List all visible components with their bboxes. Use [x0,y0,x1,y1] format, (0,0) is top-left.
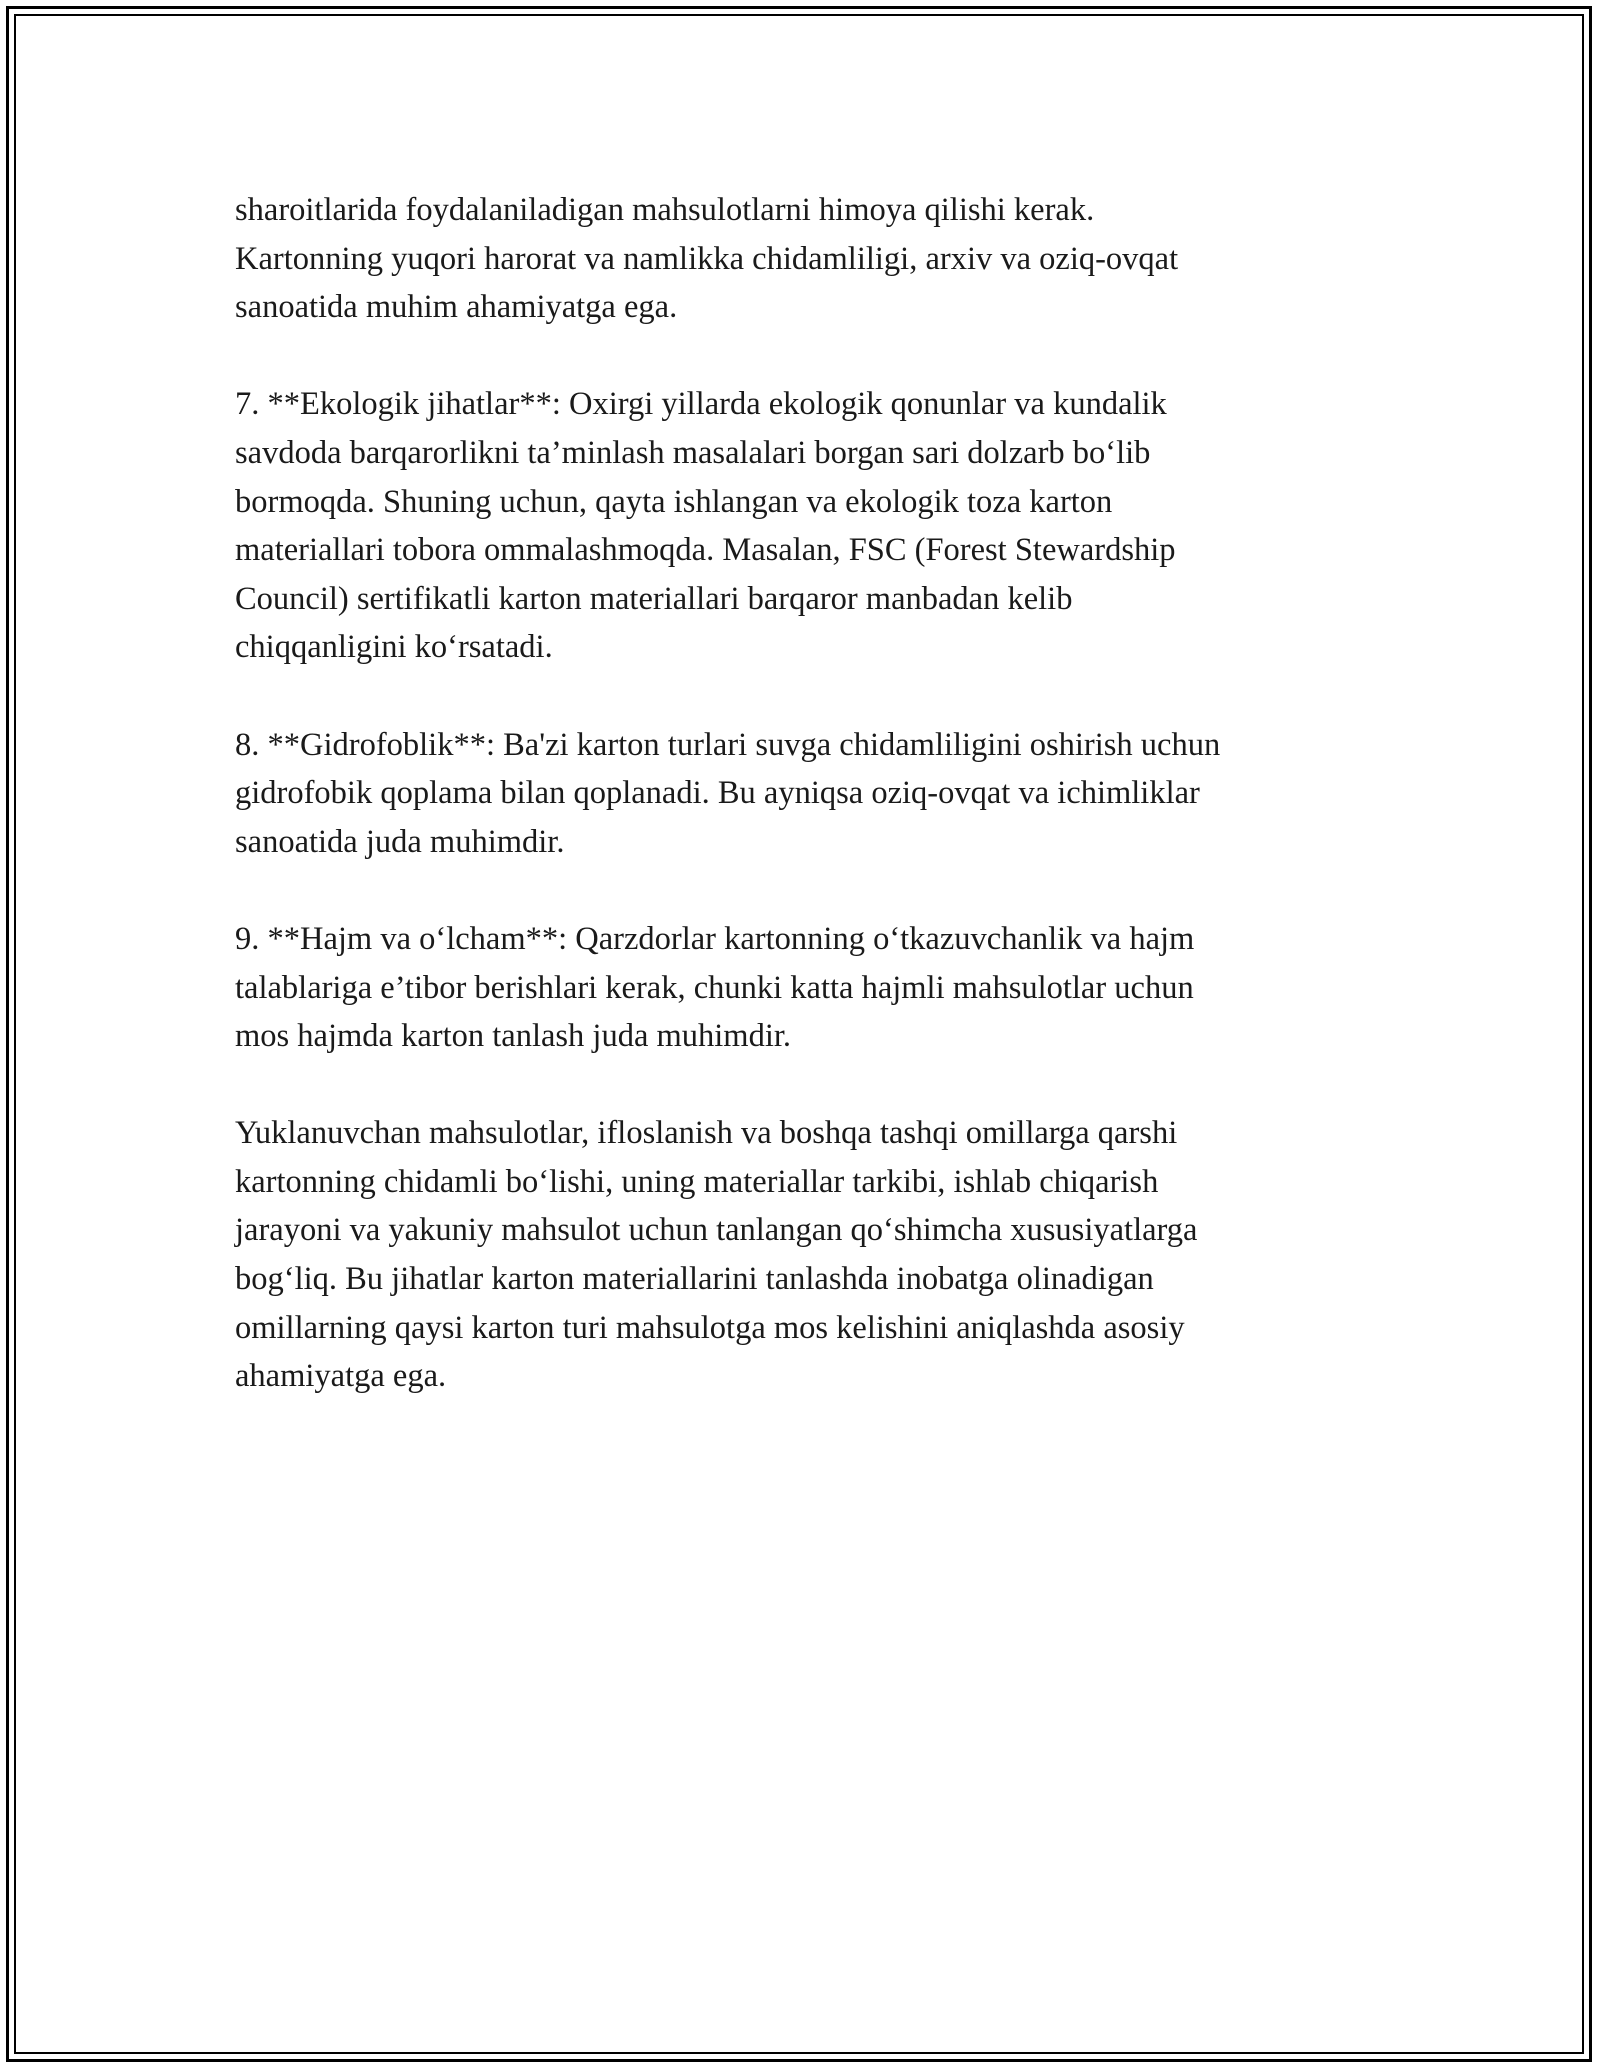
text-line: mos hajmda karton tanlash juda muhimdir. [235,1018,792,1055]
document-body [235,186,1375,1449]
paragraph-continuation [235,186,1375,332]
text-line: materiallari tobora ommalashmoqda. Masalan, FSC (Forest Stewardship [235,532,1176,569]
paragraph-conclusion [235,1109,1375,1401]
text-line: kartonning chidamli bo‘lishi, uning materiallar tarkibi, ishlab chiqarish [235,1163,1159,1200]
text-line: 7. **Ekologik jihatlar**: Oxirgi yillarda ekologik qonunlar va kundalik [235,386,1167,423]
text-line: chiqqanligini ko‘rsatadi. [235,629,553,666]
text-line: talablariga e’tibor berishlari kerak, chunki katta hajmli mahsulotlar uchun [235,969,1194,1006]
text-line: jarayoni va yakuniy mahsulot uchun tanlangan qo‘shimcha xususiyatlarga [235,1212,1198,1249]
text-line: Council) sertifikatli karton materiallari barqaror manbadan kelib [235,580,1073,617]
text-line: Kartonning yuqori harorat va namlikka chidamliligi, arxiv va oziq-ovqat [235,240,1179,277]
text-line: gidrofobik qoplama bilan qoplanadi. Bu ayniqsa oziq-ovqat va ichimliklar [235,775,1200,812]
paragraph-item-9 [235,915,1375,1061]
text-line: sanoatida muhim ahamiyatga ega. [235,289,678,326]
text-line: Yuklanuvchan mahsulotlar, ifloslanish va boshqa tashqi omillarga qarshi [235,1115,1178,1152]
text-line: 8. **Gidrofoblik**: Ba'zi karton turlari suvga chidamliligini oshirish uchun [235,726,1221,763]
text-line: savdoda barqarorlikni ta’minlash masalalari borgan sari dolzarb bo‘lib [235,434,1151,471]
text-line: 9. **Hajm va o‘lcham**: Qarzdorlar kartonning o‘tkazuvchanlik va hajm [235,920,1195,957]
text-line: bog‘liq. Bu jihatlar karton materiallarini tanlashda inobatga olinadigan [235,1261,1154,1298]
text-line: ahamiyatga ega. [235,1358,447,1395]
text-line: sanoatida juda muhimdir. [235,823,565,860]
text-line: omillarning qaysi karton turi mahsulotga mos kelishini aniqlashda asosiy [235,1309,1185,1346]
paragraph-item-8 [235,721,1375,867]
text-line: sharoitlarida foydalaniladigan mahsulotlarni himoya qilishi kerak. [235,192,1095,228]
text-line: bormoqda. Shuning uchun, qayta ishlangan va ekologik toza karton [235,483,1113,520]
paragraph-item-7 [235,380,1375,672]
